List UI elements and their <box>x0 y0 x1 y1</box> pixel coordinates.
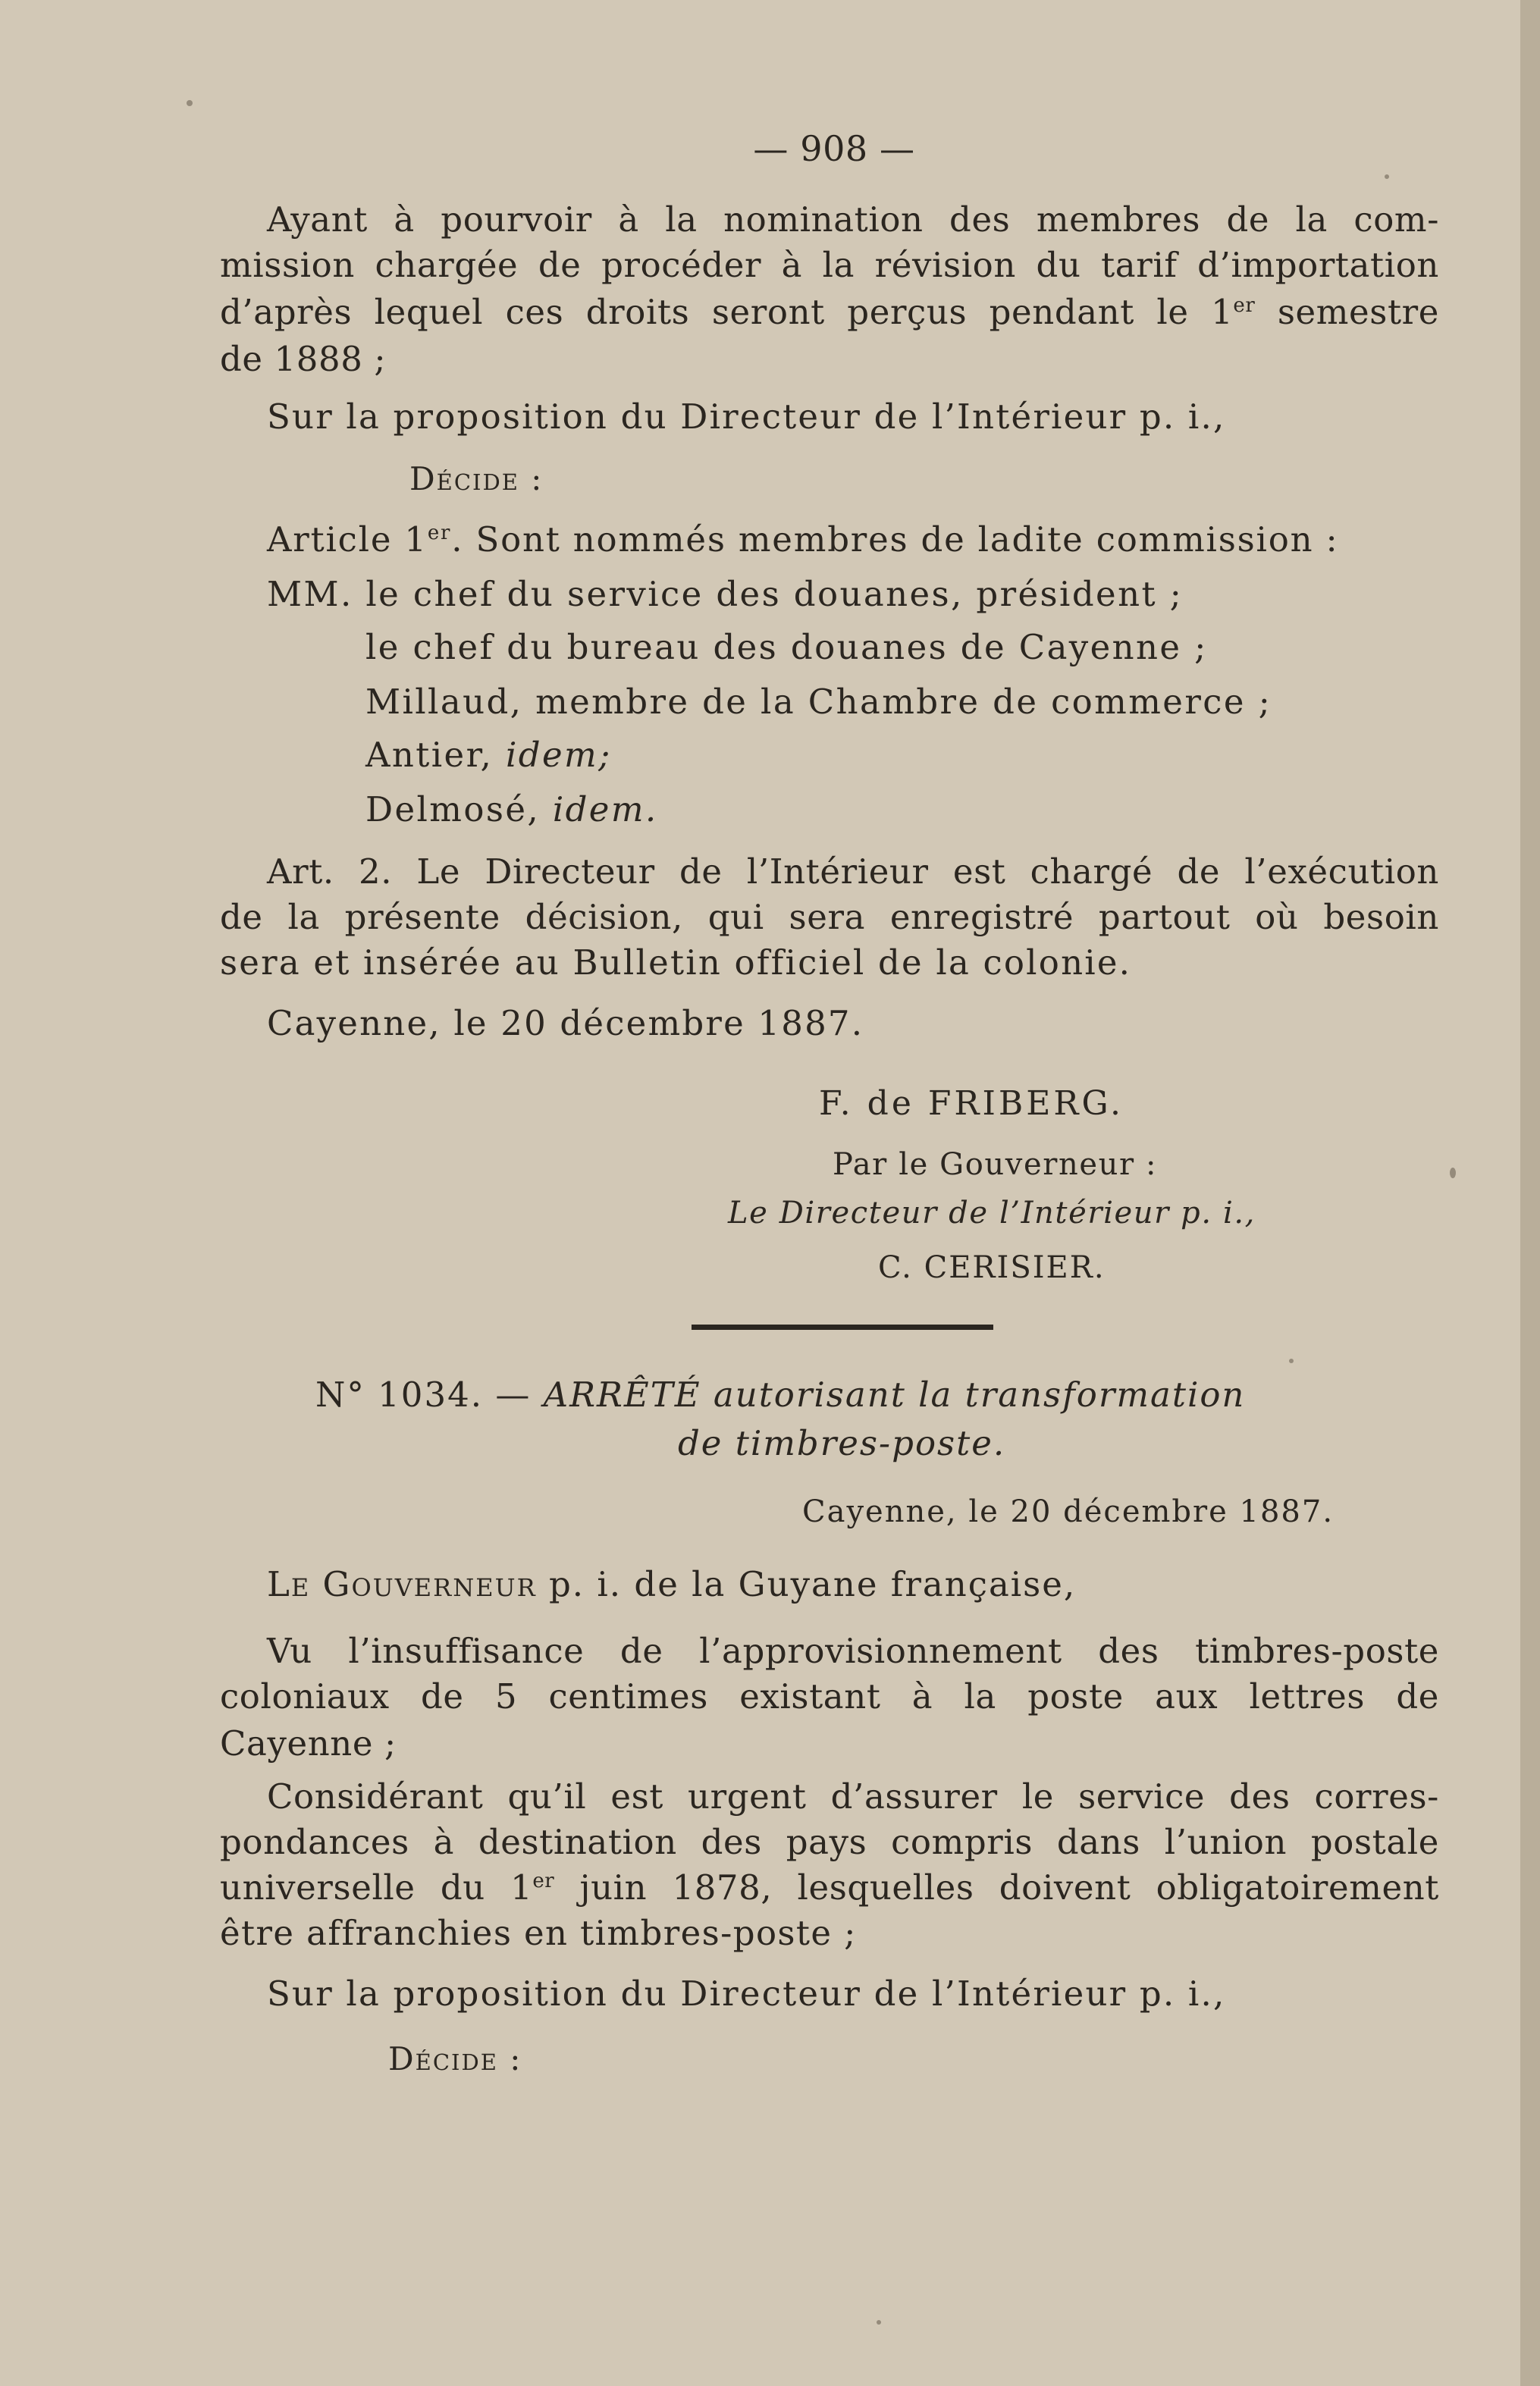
print-speck <box>1385 174 1389 179</box>
arrete-line-5: pondances à destination des pays compris dans l’union postale <box>220 1822 1439 1862</box>
article-1-head: Article 1 <box>267 519 428 560</box>
page-number: — 908 — <box>753 128 915 169</box>
member-line-3: Millaud, membre de la Chambre de commerce ; <box>365 682 1272 722</box>
print-speck <box>187 100 193 106</box>
preamble-line-3-tail: semestre <box>1255 292 1439 332</box>
article-1-superscript: er <box>427 522 452 544</box>
decision-proposal: Sur la proposition du Directeur de l’Intérieur p. i., <box>267 397 1226 437</box>
arrete-proposal: Sur la proposition du Directeur de l’Intérieur p. i., <box>267 1974 1226 2014</box>
decision-date-place: Cayenne, le 20 décembre 1887. <box>267 1003 864 1043</box>
arrete-number: N° 1034. <box>315 1375 484 1415</box>
article-2-line-1: Art. 2. Le Directeur de l’Intérieur est chargé de l’exécution <box>267 851 1439 892</box>
decision-preamble-line-3 <box>220 291 1439 334</box>
section-divider <box>692 1325 993 1330</box>
member-line-5 <box>365 789 658 831</box>
arrete-line-7: être affranchies en timbres-poste ; <box>220 1913 857 1953</box>
preamble-superscript: er <box>1233 294 1256 317</box>
director-name: C. CERISIER. <box>878 1250 1106 1285</box>
arrete-line-6-text: universelle du 1 <box>220 1867 533 1908</box>
article-1-text: . Sont nommés membres de ladite commission : <box>451 519 1339 560</box>
preamble-line-3-text: d’après lequel ces droits seront perçus pendant le 1 <box>220 292 1234 332</box>
arrete-governor-rest: p. i. de la Guyane française, <box>536 1564 1077 1604</box>
by-governor: Par le Gouverneur : <box>833 1147 1158 1182</box>
arrete-line-1: Vu l’insuffisance de l’approvisionnement des timbres-poste <box>267 1631 1439 1671</box>
arrete-line-6-superscript: er <box>532 1870 555 1892</box>
decision-decide-heading: Décide : <box>409 460 544 497</box>
print-speck <box>1450 1168 1456 1178</box>
member-antier: Antier, <box>365 735 506 775</box>
member-line-4 <box>365 734 612 776</box>
arrete-title-line-1: ARRÊTÉ autorisant la transformation <box>543 1375 1246 1415</box>
article-1 <box>267 519 1338 561</box>
print-speck <box>1289 1359 1294 1363</box>
arrete-line-2: coloniaux de 5 centimes existant à la poste aux lettres de <box>220 1676 1439 1717</box>
arrete-governor-title: Le Gouverneur <box>267 1564 537 1604</box>
arrete-line-4: Considérant qu’il est urgent d’assurer le service des corres- <box>267 1776 1439 1817</box>
arrete-governor <box>267 1563 1076 1606</box>
member-line-1: MM. le chef du service des douanes, président ; <box>267 574 1184 614</box>
member-antier-idem: idem; <box>505 735 612 775</box>
article-2-line-3: sera et insérée au Bulletin officiel de la colonie. <box>220 942 1132 983</box>
director-title: Le Directeur de l’Intérieur p. i., <box>728 1196 1256 1231</box>
decision-preamble-line-1: Ayant à pourvoir à la nomination des membres de la com- <box>267 199 1439 240</box>
arrete-decide-heading: Décide : <box>388 2040 522 2077</box>
member-delmose: Delmosé, <box>365 789 553 829</box>
decision-preamble-line-4: de 1888 ; <box>220 339 387 379</box>
print-speck <box>877 2320 881 2325</box>
article-2-line-2: de la présente décision, qui sera enregistré partout où besoin <box>220 897 1439 937</box>
arrete-line-6 <box>220 1867 1439 1909</box>
page-edge-shadow <box>1520 0 1540 2386</box>
arrete-line-6-tail: juin 1878, lesquelles doivent obligatoirement <box>554 1867 1439 1908</box>
arrete-title-line-2: de timbres-poste. <box>678 1423 1006 1463</box>
arrete-dash: — <box>483 1375 544 1415</box>
member-line-2: le chef du bureau des douanes de Cayenne ; <box>365 627 1208 667</box>
decision-preamble-line-2: mission chargée de procéder à la révision du tarif d’importation <box>220 245 1439 285</box>
arrete-line-3: Cayenne ; <box>220 1723 397 1764</box>
governor-signature: F. de FRIBERG. <box>819 1084 1124 1123</box>
arrete-date-place: Cayenne, le 20 décembre 1887. <box>802 1494 1335 1529</box>
member-delmose-idem: idem. <box>552 789 658 829</box>
arrete-heading-line-1 <box>315 1374 1245 1416</box>
